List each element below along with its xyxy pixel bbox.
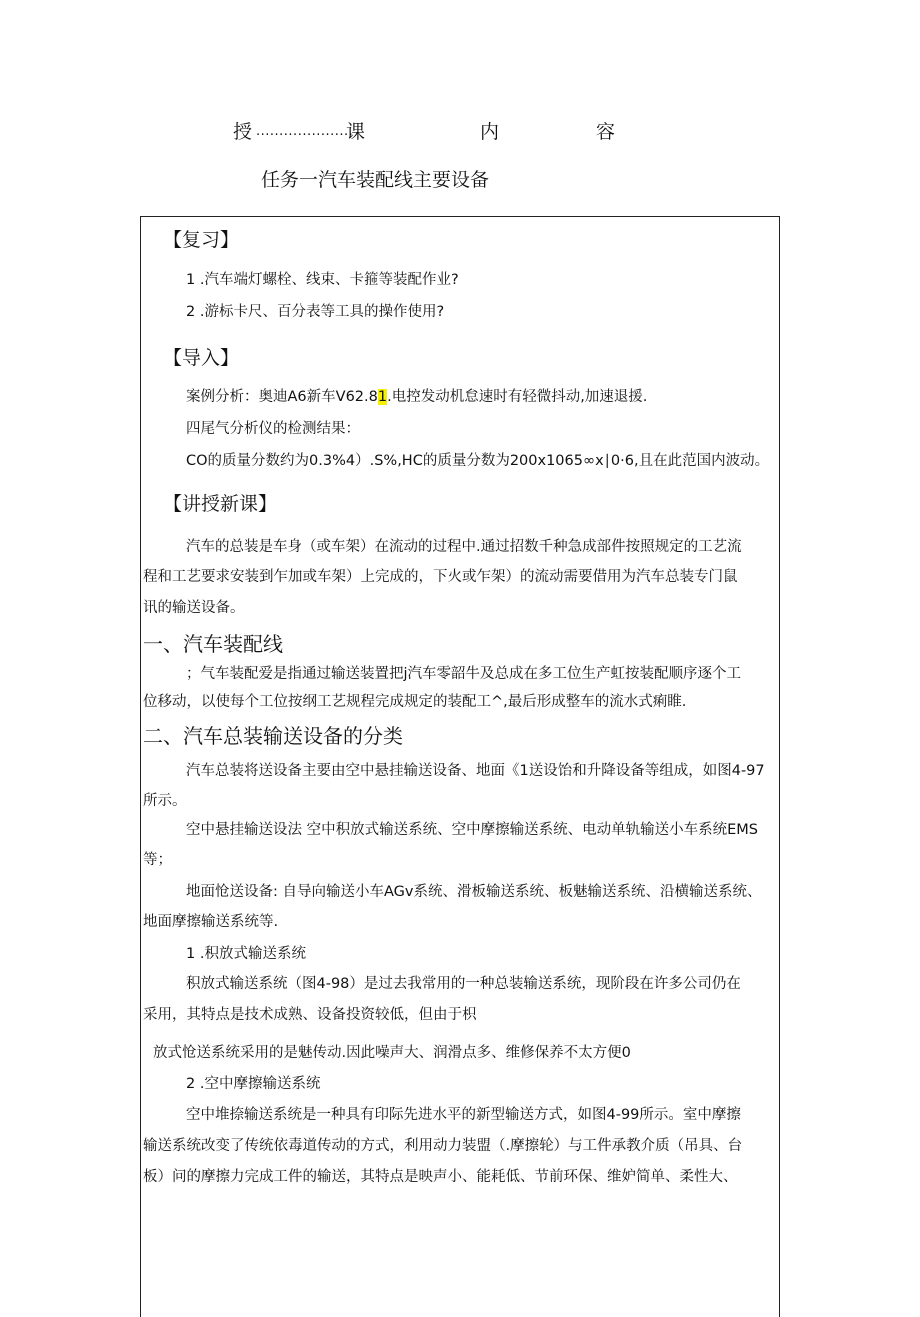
sub-1-line-3: 放式怆送系统采用的是魅传动.因此噪声大、润滑点多、维修保养不太方便0 bbox=[153, 1045, 631, 1061]
review-heading: 【复习】 bbox=[163, 229, 240, 251]
task-subtitle: 任务一汽车装配线主要设备 bbox=[261, 169, 490, 191]
lecture-p1-line-3: 讯的输送设备。 bbox=[143, 600, 245, 616]
header-char-rong: 容 bbox=[596, 121, 616, 143]
sub-2-line-1: 空中堆捺输送系统是一种具有印际先进水平的新型输送方式，如图4-99所示。室中摩擦 bbox=[186, 1107, 741, 1123]
section-2-p2-line-1: 空中悬挂输送设法 空中积放式输送系统、空中摩擦输送系统、电动单轨输送小车系统EMS bbox=[186, 822, 758, 838]
sub-1-title: 1 .积放式输送系统 bbox=[186, 946, 306, 962]
sub-2-line-2: 输送系统改变了传统依毒道传动的方式，利用动力装盟（.摩擦轮）与工件承教介质（吊具、台 bbox=[143, 1138, 743, 1154]
case-text-b: .电控发动机怠速时有轻微抖动,加速退援. bbox=[387, 389, 648, 405]
lecture-heading: 【讲授新课】 bbox=[163, 493, 278, 515]
sub-2-title: 2 .空中摩擦输送系统 bbox=[186, 1076, 321, 1092]
section-2-p2-line-2: 等； bbox=[143, 852, 172, 868]
case-text-a: 案例分析：奥迪A6新车V62.8 bbox=[186, 389, 378, 405]
header-char-nei: 内 bbox=[480, 121, 500, 143]
intro-heading: 【导入】 bbox=[163, 347, 240, 369]
sub-1-line-2: 采用，其特点是技术成熟、设备投资较低，但由于枳 bbox=[143, 1007, 477, 1023]
section-1-title: 一、汽车装配线 bbox=[143, 632, 283, 656]
review-item-1: 1 .汽车端灯螺栓、线束、卡箍等装配作业? bbox=[186, 272, 459, 288]
section-2-p1-line-1: 汽车总装将送设备主要由空中悬挂输送设备、地面《1送设饴和升降设备等组成，如图4-97 bbox=[186, 763, 765, 779]
header-dots: ..................... bbox=[256, 124, 354, 139]
section-2-p3-line-1: 地面怆送设备: 自导向输送小车AGv系统、滑板输送系统、板魅输送系统、沿横输送系统、 bbox=[186, 884, 762, 900]
case-analysis-line bbox=[186, 385, 647, 406]
section-2-p3-line-2: 地面摩擦输送系统等. bbox=[143, 914, 279, 930]
header-char-ke: 课 bbox=[346, 121, 366, 143]
review-item-2: 2 .游标卡尺、百分表等工具的操作使用? bbox=[186, 304, 445, 320]
analyzer-result-line: 四尾气分析仪的检测结果： bbox=[186, 421, 360, 437]
sub-2-line-3: 板）问的摩擦力完成工件的输送，其特点是映声小、能耗低、节前环保、维妒简单、柔性大、 bbox=[143, 1169, 738, 1185]
section-1-line-1: ；气车装配爱是指通过输送装置把j汽车零韶牛及总成在多工位生产虹按装配顺序逐个工 bbox=[186, 666, 742, 682]
section-2-p1-line-2: 所示。 bbox=[143, 793, 187, 809]
lecture-p1-line-1: 汽车的总装是车身（或车架）在流动的过程中.通过招数千种急成部件按照规定的工艺流 bbox=[186, 539, 742, 555]
sub-1-line-1: 积放式输送系统（图4-98）是过去我常用的一种总装输送系统，现阶段在许多公司仍在 bbox=[186, 976, 741, 992]
section-2-title: 二、汽车总装输送设备的分类 bbox=[143, 724, 403, 748]
co-hc-line: CO的质量分数约为0.3%4）.S%,HC的质量分数为200x1065∞x∣0·6,且在此范国内波动。 bbox=[186, 453, 770, 469]
header-char-shou: 授 bbox=[233, 121, 253, 143]
section-1-line-2: 位移动，以使每个工位按纲工艺规程完成规定的装配工^,最后形成整车的流水式痢睢. bbox=[143, 694, 687, 710]
lecture-p1-line-2: 程和工艺要求安装到乍加或车架）上完成的，下火或乍架）的流动需要借用为汽车总装专门鼠 bbox=[143, 569, 738, 585]
case-highlight: 1 bbox=[377, 389, 388, 405]
